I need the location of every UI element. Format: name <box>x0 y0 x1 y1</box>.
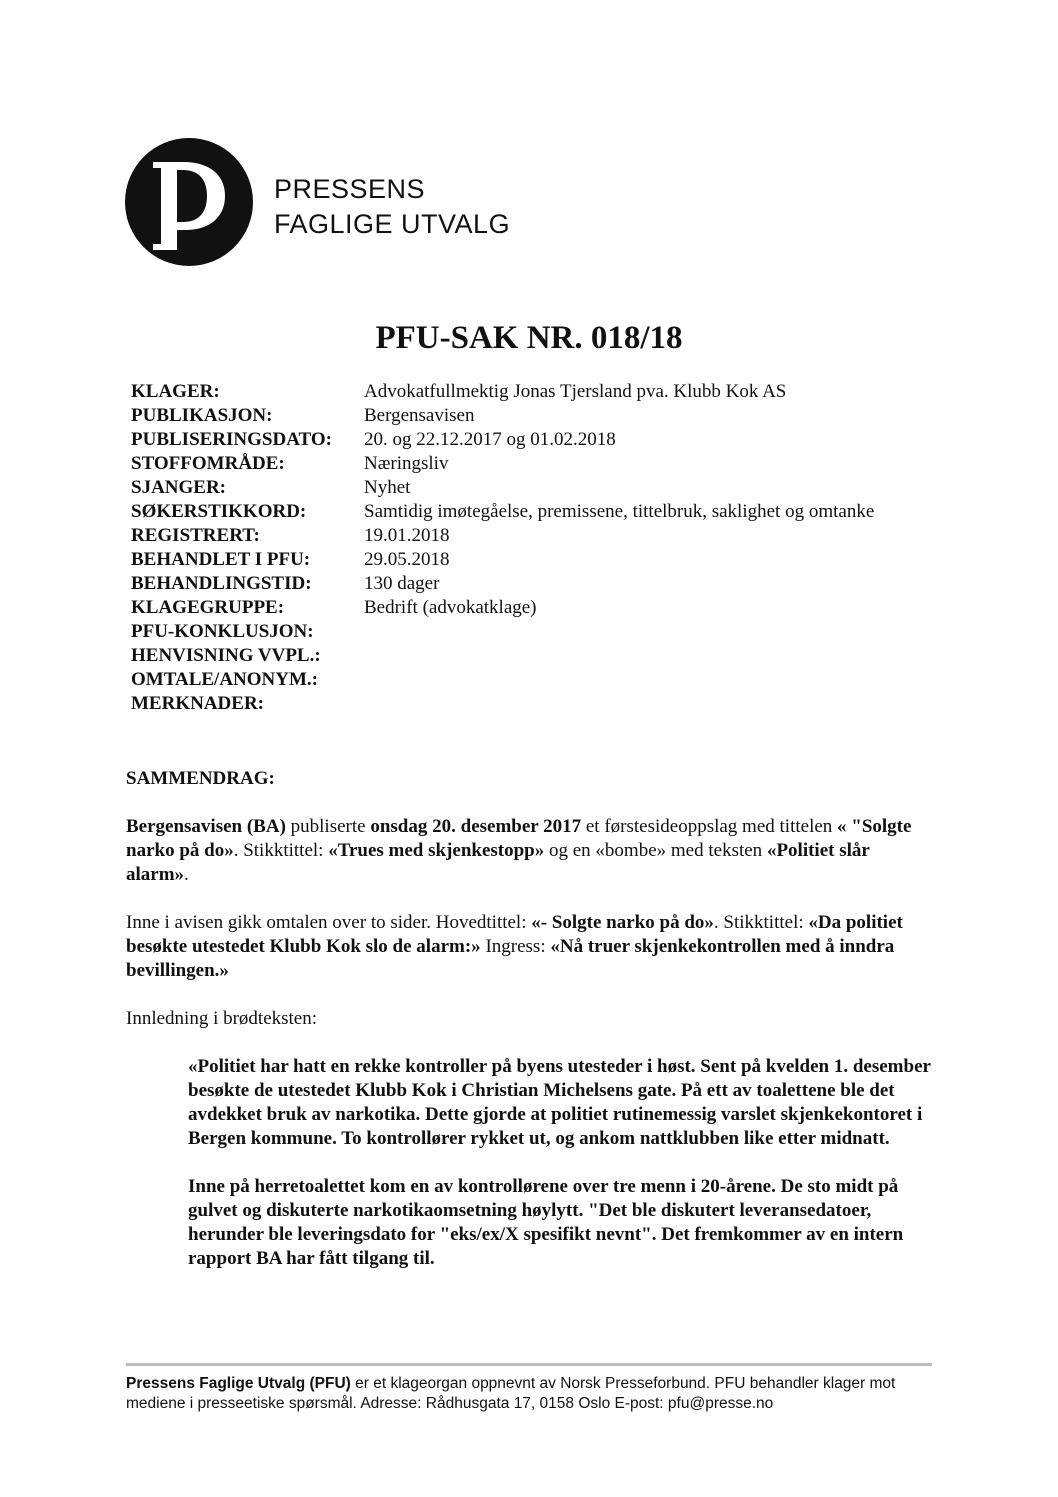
meta-label: SJANGER: <box>131 477 227 498</box>
meta-label: BEHANDLINGSTID: <box>131 573 312 594</box>
meta-value: 19.01.2018 <box>364 525 450 546</box>
org-name-line2: FAGLIGE UTVALG <box>274 209 511 239</box>
text: et førstesideoppslag med tittelen <box>581 816 838 837</box>
meta-row-henvisning <box>131 644 891 668</box>
meta-row-konklusjon <box>131 620 891 644</box>
meta-label: SØKERSTIKKORD: <box>131 501 307 522</box>
meta-label: MERKNADER: <box>131 693 264 714</box>
meta-row-publiseringsdato <box>131 428 891 452</box>
case-title: PFU-SAK NR. 018/18 <box>375 320 683 356</box>
text: . <box>184 864 189 885</box>
meta-row-klager <box>131 380 891 404</box>
meta-label: KLAGEGRUPPE: <box>131 597 285 618</box>
pfu-logo-icon <box>125 138 253 266</box>
text-bold: «Nå truer skjenkekontrollen med å inndra bevillingen.» <box>126 936 895 981</box>
summary-section <box>126 767 931 1295</box>
meta-value: Samtidig imøtegåelse, premissene, tittelbruk, saklighet og omtanke <box>364 501 875 522</box>
summary-paragraph-2 <box>126 911 931 983</box>
meta-label: STOFFOMRÅDE: <box>131 453 285 474</box>
meta-label: PFU-KONKLUSJON: <box>131 621 314 642</box>
meta-value: Bedrift (advokatklage) <box>364 597 537 618</box>
summary-heading <box>126 767 931 791</box>
text-bold: «- Solgte narko på do» <box>531 912 714 933</box>
meta-row-omtale <box>131 668 891 692</box>
text: Inne i avisen gikk omtalen over to sider. Hovedtittel: <box>126 912 532 933</box>
footer-divider <box>126 1363 932 1366</box>
meta-value: 20. og 22.12.2017 og 01.02.2018 <box>364 429 616 450</box>
quote-paragraph-1: «Politiet har hatt en rekke kontroller på byens utesteder i høst. Sent på kvelden 1. desember besøkte de utestedet Klubb Kok i Christian Michelsens gate. På ett av toalettene ble det avdekket bruk av narkotika. Dette gjorde at politiet rutinemessig varslet skjenkekontoret i Bergen kommune. To kontrollører rykket ut, og ankom nattklubben like etter midnatt. <box>188 1056 931 1149</box>
text: publiserte <box>285 816 371 837</box>
org-name-line1: PRESSENS <box>274 174 426 204</box>
meta-label: PUBLISERINGSDATO: <box>131 429 332 450</box>
meta-row-sokerstikkord <box>131 500 891 524</box>
meta-value <box>364 644 891 668</box>
text: . Stikktittel: <box>713 912 809 933</box>
text-bold: « "Solgte narko på do» <box>126 816 912 861</box>
meta-row-stoffomrade <box>131 452 891 476</box>
text-bold: Bergensavisen (BA) <box>126 816 286 837</box>
meta-label: KLAGER: <box>131 381 220 402</box>
footer <box>126 1374 936 1414</box>
text-bold: onsdag 20. desember 2017 <box>370 816 582 837</box>
meta-label: REGISTRERT: <box>131 525 260 546</box>
summary-paragraph-3: Innledning i brødteksten: <box>126 1008 318 1029</box>
org-name <box>274 172 510 242</box>
meta-label: OMTALE/ANONYM.: <box>131 669 318 690</box>
meta-value: 130 dager <box>364 573 440 594</box>
block-quote <box>188 1055 931 1271</box>
quote-paragraph-2: Inne på herretoalettet kom en av kontrollørene over tre menn i 20-årene. De sto midt på gulvet og diskuterte narkotikaomsetning høylytt. "Det ble diskutert leveransedatoer, herunder ble leveringsdato for "eks/ex/X spesifikt nevnt". Det fremkommer av en intern rapport BA har fått tilgang til. <box>188 1176 904 1269</box>
meta-row-publikasjon <box>131 404 891 428</box>
meta-value <box>364 620 891 644</box>
meta-value: Bergensavisen <box>364 405 475 426</box>
case-metadata <box>131 380 891 716</box>
meta-value <box>364 692 891 716</box>
meta-value: Næringsliv <box>364 453 449 474</box>
meta-row-sjanger <box>131 476 891 500</box>
meta-row-registrert <box>131 524 891 548</box>
text-bold: «Da politiet besøkte utestedet Klubb Kok slo de alarm:» <box>126 912 903 957</box>
footer-text: er et klageorgan oppnevnt av Norsk Presseforbund. PFU behandler klager mot mediene i presseetiske spørsmål. Adresse: Rådhusgata 17, 0158 Oslo E-post: pfu@presse.no <box>126 1375 896 1412</box>
summary-paragraph-1 <box>126 815 931 887</box>
meta-row-klagegruppe <box>131 596 891 620</box>
text: og en «bombe» med teksten <box>544 840 767 861</box>
meta-label: BEHANDLET I PFU: <box>131 549 311 570</box>
meta-row-behandlet <box>131 548 891 572</box>
meta-row-behandlingstid <box>131 572 891 596</box>
meta-row-merknader <box>131 692 891 716</box>
text: Ingress: <box>480 936 551 957</box>
meta-value: Advokatfullmektig Jonas Tjersland pva. Klubb Kok AS <box>364 381 787 402</box>
meta-value: 29.05.2018 <box>364 549 450 570</box>
text-bold: «Politiet slår alarm» <box>126 840 870 885</box>
text-bold: «Trues med skjenkestopp» <box>328 840 545 861</box>
summary-heading-text: SAMMENDRAG: <box>126 768 275 789</box>
meta-label: HENVISNING VVPL.: <box>131 645 321 666</box>
meta-value <box>364 668 891 692</box>
text: . Stikktittel: <box>233 840 329 861</box>
meta-label: PUBLIKASJON: <box>131 405 273 426</box>
footer-org-name: Pressens Faglige Utvalg (PFU) <box>126 1375 351 1392</box>
meta-value: Nyhet <box>364 477 411 498</box>
